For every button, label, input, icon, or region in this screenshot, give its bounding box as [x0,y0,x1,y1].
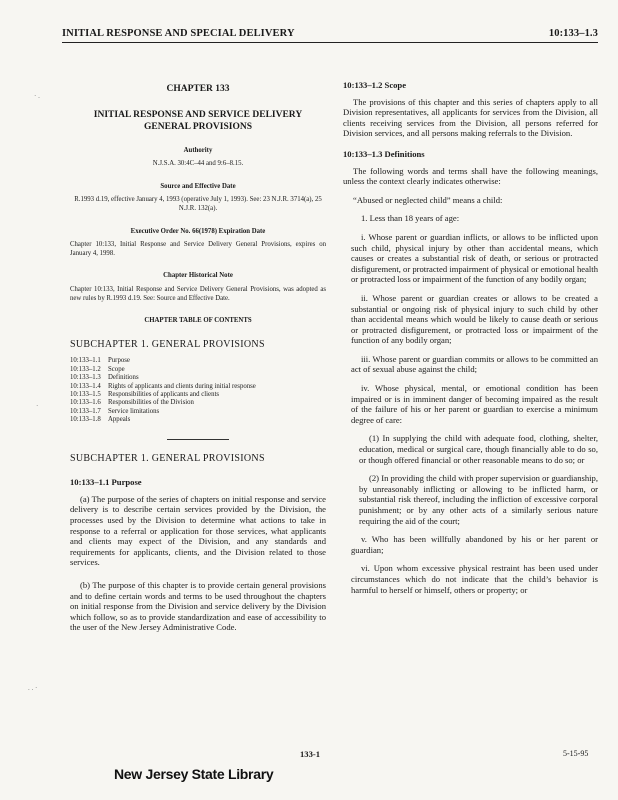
scope-paragraph: The provisions of this chapter and this series of chapters apply to all Division representatives, all applicants for services from the Division, all clients receiving services from the Division, all persons referred for Division services, and all persons making referrals to the Division. [343,96,598,139]
definition-term: “Abused or neglected child” means a child: [353,194,503,205]
definitions-heading: 10:133–1.3 Definitions [343,148,425,159]
left-column [70,80,326,633]
header-section-number: 10:133–1.3 [548,28,598,39]
header-title: INITIAL RESPONSE AND SPECIAL DELIVERY [62,28,295,39]
definition-item-iv-1: (1) In supplying the child with adequate food, clothing, shelter, education, medical or surgical care, though financially able to do so, or though offered financial or other reasonable means to do so; or [359,433,598,465]
toc-subchapter: SUBCHAPTER 1. GENERAL PROVISIONS [70,338,265,350]
right-column [343,80,598,595]
definition-item-v: v. Who has been willfully abandoned by his or her parent or guardian; [351,534,598,555]
definition-item-iv-2: (2) In providing the child with proper supervision or guardianship, by unreasonably inflicting or allowing to be inflicted harm, or substantial risk thereof, including the infliction of excessive corporal punishment; or by any other acts of a similarly serious nature requiring the aid of the court; [359,473,598,526]
running-header [62,28,598,43]
authority-text: N.J.S.A. 30:4C–44 and 9:6–8.15. [152,160,244,168]
toc-row[interactable]: 10:133–1.6 Responsibilities of the Division [70,399,194,407]
toc-row[interactable]: 10:133–1.8 Appeals [70,416,131,424]
definition-item-iv: iv. Whose physical, mental, or emotional condition has been impaired or is in imminent danger of becoming impaired as the result of the failure of his or her parent or guardian to exercise a minimum degree of care: [351,383,598,425]
executive-order-heading: Executive Order No. 66(1978) Expiration Date [130,227,266,235]
definitions-intro: The following words and terms shall have the following meanings, unless the context clearly indicates otherwise: [343,165,598,187]
chapter-title: INITIAL RESPONSE AND SERVICE DELIVERY GENERAL PROVISIONS [93,109,303,133]
toc-heading: CHAPTER TABLE OF CONTENTS [144,317,252,325]
historical-note-text: Chapter 10:133, Initial Response and Service Delivery General Provisions, was adopted as new rules by R.1993 d.19. See: Source and Effective Date. [70,285,326,302]
toc-row[interactable]: 10:133–1.4 Rights of applicants and clients during initial response [70,382,256,390]
definition-item-iii: iii. Whose parent or guardian commits or allows to be committed an act of sexual abuse against the child; [351,353,598,375]
definition-item-i: i. Whose parent or guardian inflicts, or allows to be inflicted upon such child, physical injury by other than accidental means, which causes or creates a substantial risk of death, or serious or protracted disfigurement, or protracted impairment of physical or emotional health or protracted loss or impairment of the function of any bodily organ; [351,231,598,285]
table-of-contents [70,357,326,424]
definition-item-ii: ii. Whose parent or guardian creates or allows to be created a substantial or ongoing risk of physical injury to such child by other than accidental means which would be likely to cause death or serious or protracted disfigurement, or protracted loss or impairment of the function of any bodily organ; [351,292,598,346]
chapter-number: CHAPTER 133 [166,84,230,94]
source-text: R.1993 d.19, effective January 4, 1993 (operative July 1, 1993). See: 23 N.J.R. 3714(a), 25 N.J.R. 132(a). [74,196,322,212]
toc-row[interactable]: 10:133–1.1 Purpose [70,357,130,365]
margin-mark: · . [34,92,40,100]
executive-order-text: Chapter 10:133, Initial Response and Service Delivery General Provisions, expires on January 4, 1998. [70,241,326,257]
subchapter-heading: SUBCHAPTER 1. GENERAL PROVISIONS [70,452,265,464]
section-divider [167,439,229,440]
toc-row[interactable]: 10:133–1.7 Service limitations [70,407,160,415]
toc-row[interactable]: 10:133–1.3 Definitions [70,374,139,382]
purpose-paragraph-a: (a) The purpose of the series of chapters on initial response and service delivery is to describe certain services provided by the Division, the processes used by the Division to determine what actions to take in response to a referral or application for those services, what applicants and clients may expect of the Division, and any standards and requirements for applicants, clients, and the Division related to those services. [70,493,326,568]
authority-heading: Authority [183,146,213,154]
scope-heading: 10:133–1.2 Scope [343,80,407,90]
definition-item-1: 1. Less than 18 years of age: [361,213,460,224]
source-heading: Source and Effective Date [160,182,236,190]
revision-date: 5-15-95 [563,749,589,758]
margin-mark: · [36,402,39,410]
purpose-paragraph-b: (b) The purpose of this chapter is to provide certain general provisions and to define certain words and terms to be used throughout the chapters on initial response from the Division and service delivery by the Division which follow, so as to provide standardization and ease of accessibility to the user of the New Jersey Administrative Code. [70,579,326,633]
margin-mark: . . · [28,684,38,692]
historical-note-heading: Chapter Historical Note [163,272,233,280]
purpose-heading: 10:133–1.1 Purpose [70,477,142,488]
page-number: 133-1 [300,749,321,759]
library-stamp: New Jersey State Library [114,766,274,782]
toc-row[interactable]: 10:133–1.2 Scope [70,365,125,373]
toc-row[interactable]: 10:133–1.5 Responsibilities of applicants and clients [70,390,219,398]
definition-item-vi: vi. Upon whom excessive physical restraint has been used under circumstances which do not indicate that the child’s behavior is harmful to herself or himself, others or property; or [351,563,598,595]
